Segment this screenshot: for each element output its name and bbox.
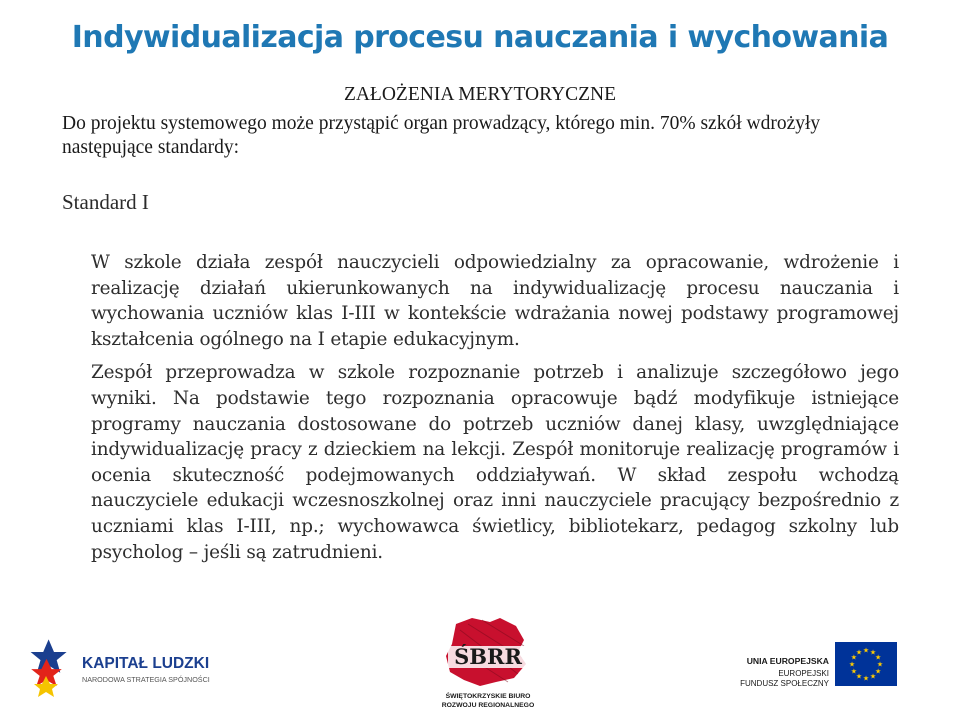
kl-name: KAPITAŁ LUDZKI bbox=[82, 655, 210, 672]
sbrr-line1: ŚWIĘTOKRZYSKIE BIURO bbox=[445, 693, 531, 700]
eu-line3: FUNDUSZ SPOŁECZNY bbox=[740, 679, 829, 688]
eu-line2: EUROPEJSKI bbox=[778, 669, 829, 678]
eu-star: ★ bbox=[874, 667, 882, 676]
eu-star: ★ bbox=[862, 646, 870, 655]
eu-star: ★ bbox=[874, 653, 882, 662]
intro-paragraph bbox=[62, 112, 898, 160]
eu-line1: UNIA EUROPEJSKA bbox=[746, 656, 829, 666]
intro-threshold: min. 70% bbox=[619, 113, 696, 134]
slide-title: Indywidualizacja procesu nauczania i wychowania bbox=[71, 20, 889, 55]
kl-subtitle: NARODOWA STRATEGIA SPÓJNOŚCI bbox=[82, 675, 210, 684]
standard-paragraph-2: Zespół przeprowadza w szkole rozpoznanie potrzeb i analizuje szczegółowo jego wyniki. Na podstawie tego rozpoznania opracowuje bądź modyfikuje istniejące programy nauczania dostosowane do potrzeb uczniów danej klasy, uwzględniające indywidualizację pracy z dzieckiem na lekcji. Zespół monitoruje realizację programów i ocenia skuteczność podejmowanych oddziaływań. W skład zespołu wchodzą nauczyciele edukacji wczesnoszkolnej oraz inni nauczyciele pracujący bezpośrednio z uczniami klas I-III, np.; wychowawca świetlicy, bibliotekarz, pedagog szkolny lub psycholog – jeśli są zatrudnieni. bbox=[91, 362, 899, 563]
section-heading: ZAŁOŻENIA MERYTORYCZNE bbox=[343, 84, 617, 105]
eu-star: ★ bbox=[855, 648, 863, 657]
footer-logos bbox=[0, 612, 960, 716]
eu-star: ★ bbox=[869, 672, 877, 681]
intro-tail: szkół wdrożyły następujące standardy: bbox=[62, 113, 821, 158]
sbrr-acronym: ŚBRR bbox=[454, 644, 522, 669]
standard-paragraph-1: W szkole działa zespół nauczycieli odpowiedzialny za opracowanie, wdrożenie i realizację działań ukierunkowanych na indywidualizację procesu nauczania i wychowania uczniów klas I-III w kontekście wdrażania nowej podstawy programowej kształcenia ogólnego na I etapie edukacyjnym. bbox=[91, 252, 899, 350]
eu-star: ★ bbox=[862, 674, 870, 683]
standard-description bbox=[91, 250, 899, 573]
eu-star: ★ bbox=[869, 648, 877, 657]
eu-star: ★ bbox=[848, 660, 856, 669]
eu-star: ★ bbox=[850, 667, 858, 676]
sbrr-region-logo bbox=[438, 616, 538, 712]
eu-logo bbox=[725, 632, 930, 698]
standard-label: Standard I bbox=[62, 190, 149, 214]
human-capital-logo bbox=[30, 632, 210, 702]
eu-star: ★ bbox=[855, 672, 863, 681]
sbrr-line2: ROZWOJU REGIONALNEGO bbox=[441, 702, 535, 709]
intro-text: Do projektu systemowego może przystąpić organ prowadzący, którego bbox=[62, 113, 620, 134]
eu-star: ★ bbox=[876, 660, 884, 669]
human-capital-icon bbox=[31, 639, 67, 697]
eu-star: ★ bbox=[850, 653, 858, 662]
eu-flag-icon bbox=[835, 642, 897, 686]
